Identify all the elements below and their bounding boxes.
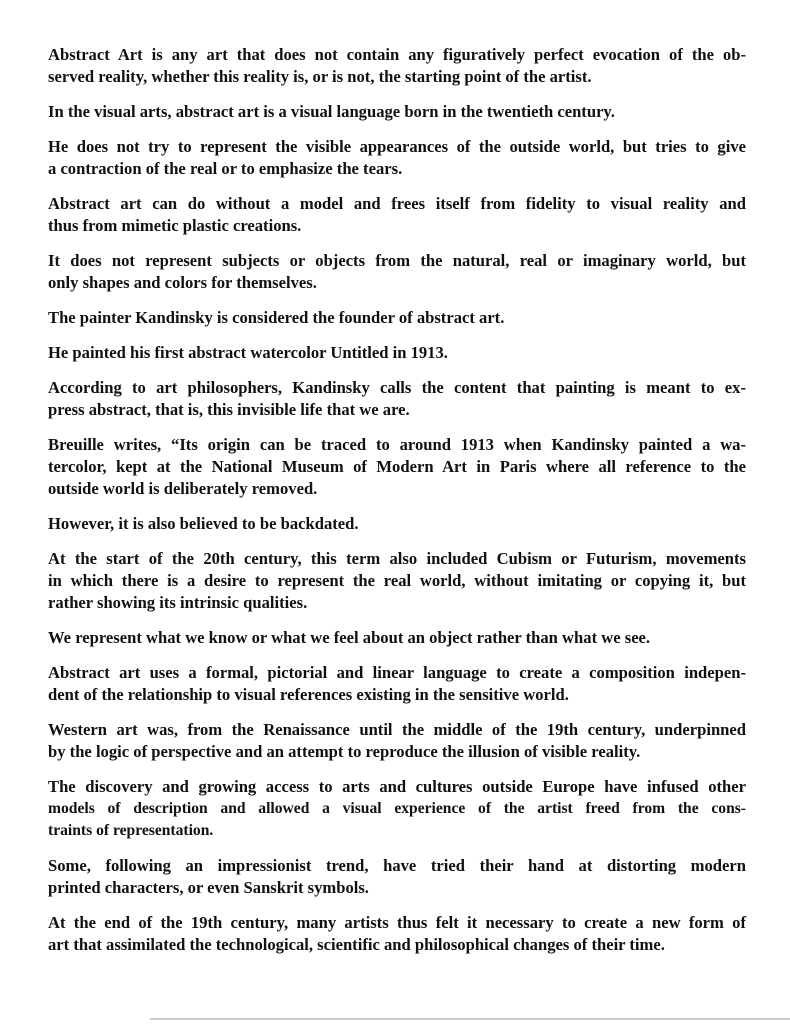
text-line: a contraction of the real or to emphasize the tears. — [48, 159, 403, 178]
text-line: press abstract, that is, this invisible life that we are. — [48, 400, 410, 419]
text-line: He does not try to represent the visible appearances of the outside world, but tries to give — [48, 137, 746, 156]
scan-edge-divider — [150, 1018, 790, 1020]
text-line: thus from mimetic plastic creations. — [48, 216, 302, 235]
text-line: art that assimilated the technological, scientific and philosophical changes of their time. — [48, 935, 665, 954]
paragraph — [48, 513, 746, 535]
text-line: Western art was, from the Renaissance until the middle of the 19th century, underpinned — [48, 720, 746, 739]
text-line: rather showing its intrinsic qualities. — [48, 593, 308, 612]
paragraph — [48, 101, 746, 123]
text-line: At the end of the 19th century, many artists thus felt it necessary to create a new form of — [48, 913, 746, 932]
text-line: Breuille writes, “Its origin can be traced to around 1913 when Kandinsky painted a wa- — [48, 435, 746, 454]
text-line: He painted his first abstract watercolor Untitled in 1913. — [48, 343, 448, 362]
paragraph — [48, 377, 746, 421]
paragraph — [48, 307, 746, 329]
text-line: We represent what we know or what we feel about an object rather than what we see. — [48, 628, 651, 647]
document-body — [48, 44, 746, 969]
paragraph — [48, 342, 746, 364]
text-line: printed characters, or even Sanskrit symbols. — [48, 878, 369, 897]
paragraph — [48, 193, 746, 237]
text-line: Abstract art uses a formal, pictorial and linear language to create a composition indepen- — [48, 663, 746, 682]
paragraph — [48, 136, 746, 180]
text-line: At the start of the 20th century, this term also included Cubism or Futurism, movements — [48, 549, 746, 568]
text-line: outside world is deliberately removed. — [48, 479, 318, 498]
paragraph — [48, 548, 746, 614]
text-line: models of description and allowed a visual experience of the artist freed from the cons- — [48, 800, 746, 817]
paragraph — [48, 627, 746, 649]
paragraph — [48, 776, 746, 842]
text-line: Some, following an impressionist trend, have tried their hand at distorting modern — [48, 856, 746, 875]
text-line: traints of representation. — [48, 822, 214, 839]
text-line: However, it is also believed to be backdated. — [48, 514, 359, 533]
text-line: The discovery and growing access to arts and cultures outside Europe have infused other — [48, 777, 746, 796]
paragraph — [48, 44, 746, 88]
paragraph — [48, 719, 746, 763]
paragraph — [48, 662, 746, 706]
text-line: dent of the relationship to visual references existing in the sensitive world. — [48, 685, 569, 704]
text-line: served reality, whether this reality is, or is not, the starting point of the artist. — [48, 67, 592, 86]
paragraph — [48, 434, 746, 500]
text-line: only shapes and colors for themselves. — [48, 273, 317, 292]
text-line: Abstract art can do without a model and frees itself from fidelity to visual reality and — [48, 194, 746, 213]
text-line: Abstract Art is any art that does not contain any figuratively perfect evocation of the ob- — [48, 45, 746, 64]
text-line: The painter Kandinsky is considered the founder of abstract art. — [48, 308, 505, 327]
text-line: tercolor, kept at the National Museum of Modern Art in Paris where all reference to the — [48, 457, 746, 476]
paragraph — [48, 855, 746, 899]
text-line: by the logic of perspective and an attempt to reproduce the illusion of visible reality. — [48, 742, 641, 761]
text-line: in which there is a desire to represent the real world, without imitating or copying it, but — [48, 571, 746, 590]
paragraph — [48, 912, 746, 956]
text-line: It does not represent subjects or objects from the natural, real or imaginary world, but — [48, 251, 746, 270]
text-line: In the visual arts, abstract art is a visual language born in the twentieth century. — [48, 102, 615, 121]
paragraph — [48, 250, 746, 294]
text-line: According to art philosophers, Kandinsky calls the content that painting is meant to ex- — [48, 378, 746, 397]
